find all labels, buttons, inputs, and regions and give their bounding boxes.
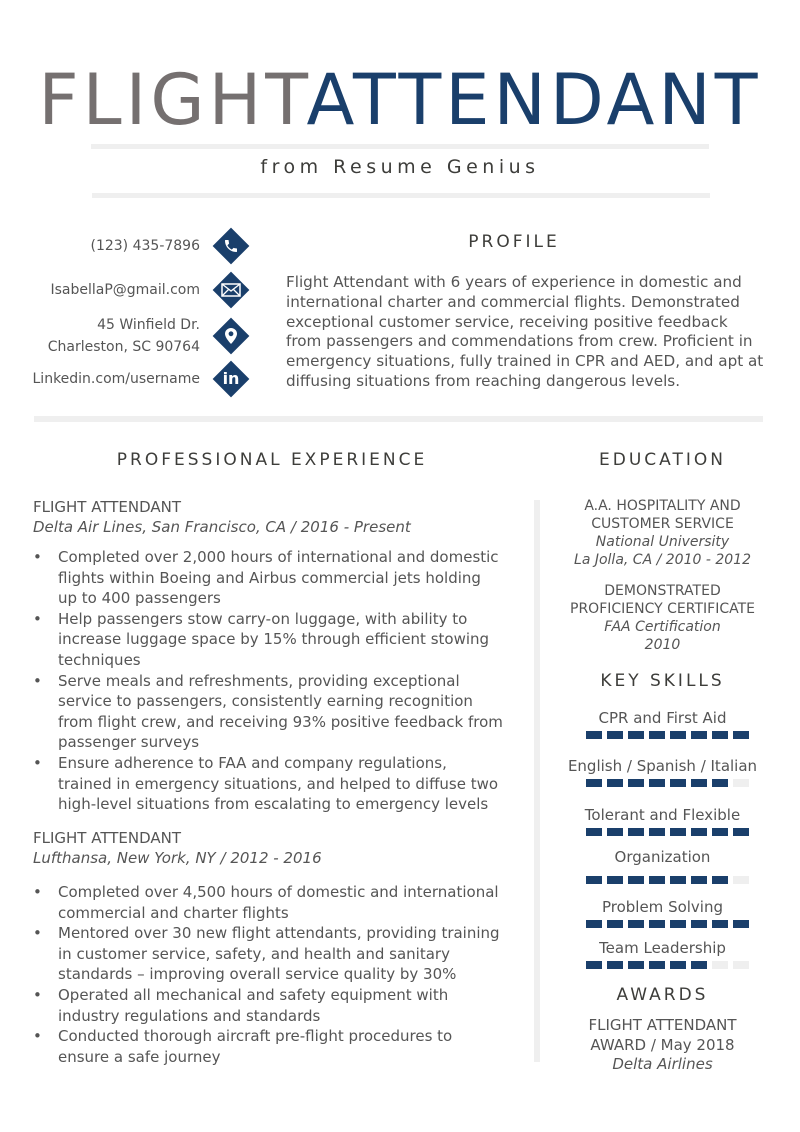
skill-segment-filled [712, 779, 728, 787]
skill-level-bar [565, 876, 770, 884]
skill-segment-filled [670, 731, 686, 739]
job-entry [33, 497, 503, 815]
skill-segment-filled [586, 828, 602, 836]
linkedin-icon: in [212, 360, 250, 398]
skill-segment-filled [607, 828, 623, 836]
skill-segment-filled [691, 961, 707, 969]
bullet-item: • Operated all mechanical and safety equipment with industry regulations and standards [33, 985, 503, 1026]
skill-segment-filled [649, 828, 665, 836]
skill-item [555, 756, 770, 787]
award-line-1: FLIGHT ATTENDANT [588, 1016, 737, 1034]
linkedin-text[interactable]: Linkedin.com/username [32, 371, 200, 387]
skill-segment-filled [586, 779, 602, 787]
skill-segment-filled [649, 731, 665, 739]
skill-name: English / Spanish / Italian [567, 757, 758, 775]
skill-segment-filled [628, 828, 644, 836]
skill-segment-filled [712, 731, 728, 739]
bullet-item: • Completed over 4,500 hours of domestic and international commercial and charter flights [33, 882, 503, 923]
skill-item [555, 938, 770, 969]
skill-segment-filled [649, 779, 665, 787]
skill-name: CPR and First Aid [598, 709, 727, 727]
header-divider-top [91, 144, 709, 149]
skill-level-bar [565, 961, 770, 969]
education-item [555, 497, 770, 569]
job-company: Delta Air Lines, San Francisco, CA / 2016 - Present [33, 518, 411, 536]
contact-address [10, 314, 250, 358]
section-divider [34, 416, 763, 422]
skill-segment-filled [628, 920, 644, 928]
skill-name: Team Leadership [599, 939, 726, 957]
skill-segment-filled [607, 961, 623, 969]
education-details: La Jolla, CA / 2010 - 2012 [574, 552, 751, 568]
skill-segment-filled [628, 731, 644, 739]
skill-name: Organization [614, 848, 711, 866]
institution: FAA Certification [604, 619, 721, 635]
envelope-icon [212, 271, 250, 309]
job-bullets [33, 547, 503, 815]
phone-icon [212, 227, 250, 265]
bullet-item: • Ensure adherence to FAA and company regulations, trained in emergency situations, and helped to diffuse two high-level situations from escalating to emergency levels [33, 753, 503, 815]
skill-segment-filled [733, 828, 749, 836]
skill-segment-filled [586, 731, 602, 739]
skill-segment-filled [691, 779, 707, 787]
skill-segment-filled [691, 876, 707, 884]
job-entry [33, 828, 503, 1067]
education-item [555, 582, 770, 654]
address-line-1: 45 Winfield Dr. [97, 317, 200, 333]
address-text [48, 314, 200, 358]
institution: National University [595, 534, 730, 550]
award-item [555, 1016, 770, 1075]
contact-phone [10, 227, 250, 265]
skill-segment-filled [649, 876, 665, 884]
skill-segment-empty [733, 876, 749, 884]
skill-segment-filled [733, 920, 749, 928]
skill-segment-filled [712, 828, 728, 836]
degree-line-1: A.A. HOSPITALITY AND [584, 498, 741, 514]
bullet-item: • Help passengers stow carry-on luggage, with ability to increase luggage space by 15% through efficient stowing techniques [33, 609, 503, 671]
award-line-2: AWARD / May 2018 [590, 1035, 735, 1054]
degree-line-1: DEMONSTRATED [604, 583, 721, 599]
skill-segment-filled [670, 876, 686, 884]
skill-segment-empty [712, 961, 728, 969]
bullet-item: • Mentored over 30 new flight attendants, providing training in customer service, safety, and health and sanitary standards – improving overall service quality by 30% [33, 923, 503, 985]
skill-segment-filled [670, 828, 686, 836]
page-title [0, 58, 800, 142]
skill-segment-filled [691, 828, 707, 836]
skill-segment-filled [670, 961, 686, 969]
skill-segment-filled [649, 961, 665, 969]
contact-email [10, 271, 250, 309]
map-pin-icon [212, 317, 250, 355]
job-title: FLIGHT ATTENDANT [33, 829, 182, 847]
skill-segment-filled [733, 731, 749, 739]
address-line-2: Charleston, SC 90764 [47, 339, 200, 355]
degree-line-2: PROFICIENCY CERTIFICATE [570, 601, 755, 617]
bullet-item: • Serve meals and refreshments, providing exceptional service to passengers, consistently earning recognition from flight crew, and receiving 93% positive feedback from passenger surveys [33, 671, 503, 753]
job-title: FLIGHT ATTENDANT [33, 498, 182, 516]
skill-segment-filled [607, 779, 623, 787]
skill-item [555, 847, 770, 884]
skill-segment-filled [607, 876, 623, 884]
subtitle: from Resume Genius [260, 156, 540, 178]
skill-segment-filled [586, 961, 602, 969]
awards-heading: AWARDS [616, 985, 709, 1005]
skill-segment-filled [691, 920, 707, 928]
job-company: Lufthansa, New York, NY / 2012 - 2016 [33, 849, 322, 867]
skill-segment-filled [607, 920, 623, 928]
skill-segment-empty [733, 779, 749, 787]
skill-segment-filled [712, 876, 728, 884]
title-second-word: ATTENDANT [306, 59, 762, 141]
title-first-word: FLIGHT [38, 59, 307, 141]
contact-linkedin [10, 360, 250, 398]
skill-segment-filled [628, 961, 644, 969]
phone-text[interactable]: (123) 435-7896 [90, 238, 200, 254]
skill-segment-filled [628, 779, 644, 787]
profile-summary: Flight Attendant with 6 years of experience in domestic and international charter and commercial flights. Demonstrated exceptional customer service, receiving positive feedback from passengers and commendations from crew. Proficient in emergency situations, fully trained in CPR and AED, and apt at diffusing situations from reaching dangerous levels. [286, 273, 764, 390]
skill-item [555, 708, 770, 739]
skill-segment-filled [607, 731, 623, 739]
skills-heading: KEY SKILLS [600, 671, 725, 691]
skill-segment-filled [649, 920, 665, 928]
skill-level-bar [565, 731, 770, 739]
award-issuer: Delta Airlines [612, 1055, 713, 1073]
email-text[interactable]: IsabellaP@gmail.com [50, 282, 200, 298]
skill-item [555, 897, 770, 928]
education-heading: EDUCATION [599, 450, 726, 470]
bullet-item: • Completed over 2,000 hours of international and domestic flights within Boeing and Airbus commercial jets holding up to 400 passengers [33, 547, 503, 609]
bullet-item: • Conducted thorough aircraft pre-flight procedures to ensure a safe journey [33, 1026, 503, 1067]
education-details: 2010 [644, 637, 681, 653]
skill-segment-filled [691, 731, 707, 739]
skill-segment-empty [733, 961, 749, 969]
skill-segment-filled [628, 876, 644, 884]
skill-segment-filled [670, 920, 686, 928]
skill-item [555, 805, 770, 836]
skill-segment-filled [586, 876, 602, 884]
skill-segment-filled [712, 920, 728, 928]
degree-line-2: CUSTOMER SERVICE [591, 516, 734, 532]
header-divider-bottom [92, 193, 710, 198]
skill-segment-filled [586, 920, 602, 928]
job-bullets [33, 882, 503, 1067]
skill-segment-filled [670, 779, 686, 787]
skill-level-bar [565, 828, 770, 836]
skill-level-bar [565, 779, 770, 787]
skill-name: Problem Solving [601, 898, 724, 916]
skill-name: Tolerant and Flexible [584, 806, 741, 824]
skill-level-bar [565, 920, 770, 928]
profile-heading: PROFILE [468, 232, 560, 252]
column-divider [534, 500, 540, 1062]
experience-heading: PROFESSIONAL EXPERIENCE [116, 450, 428, 470]
